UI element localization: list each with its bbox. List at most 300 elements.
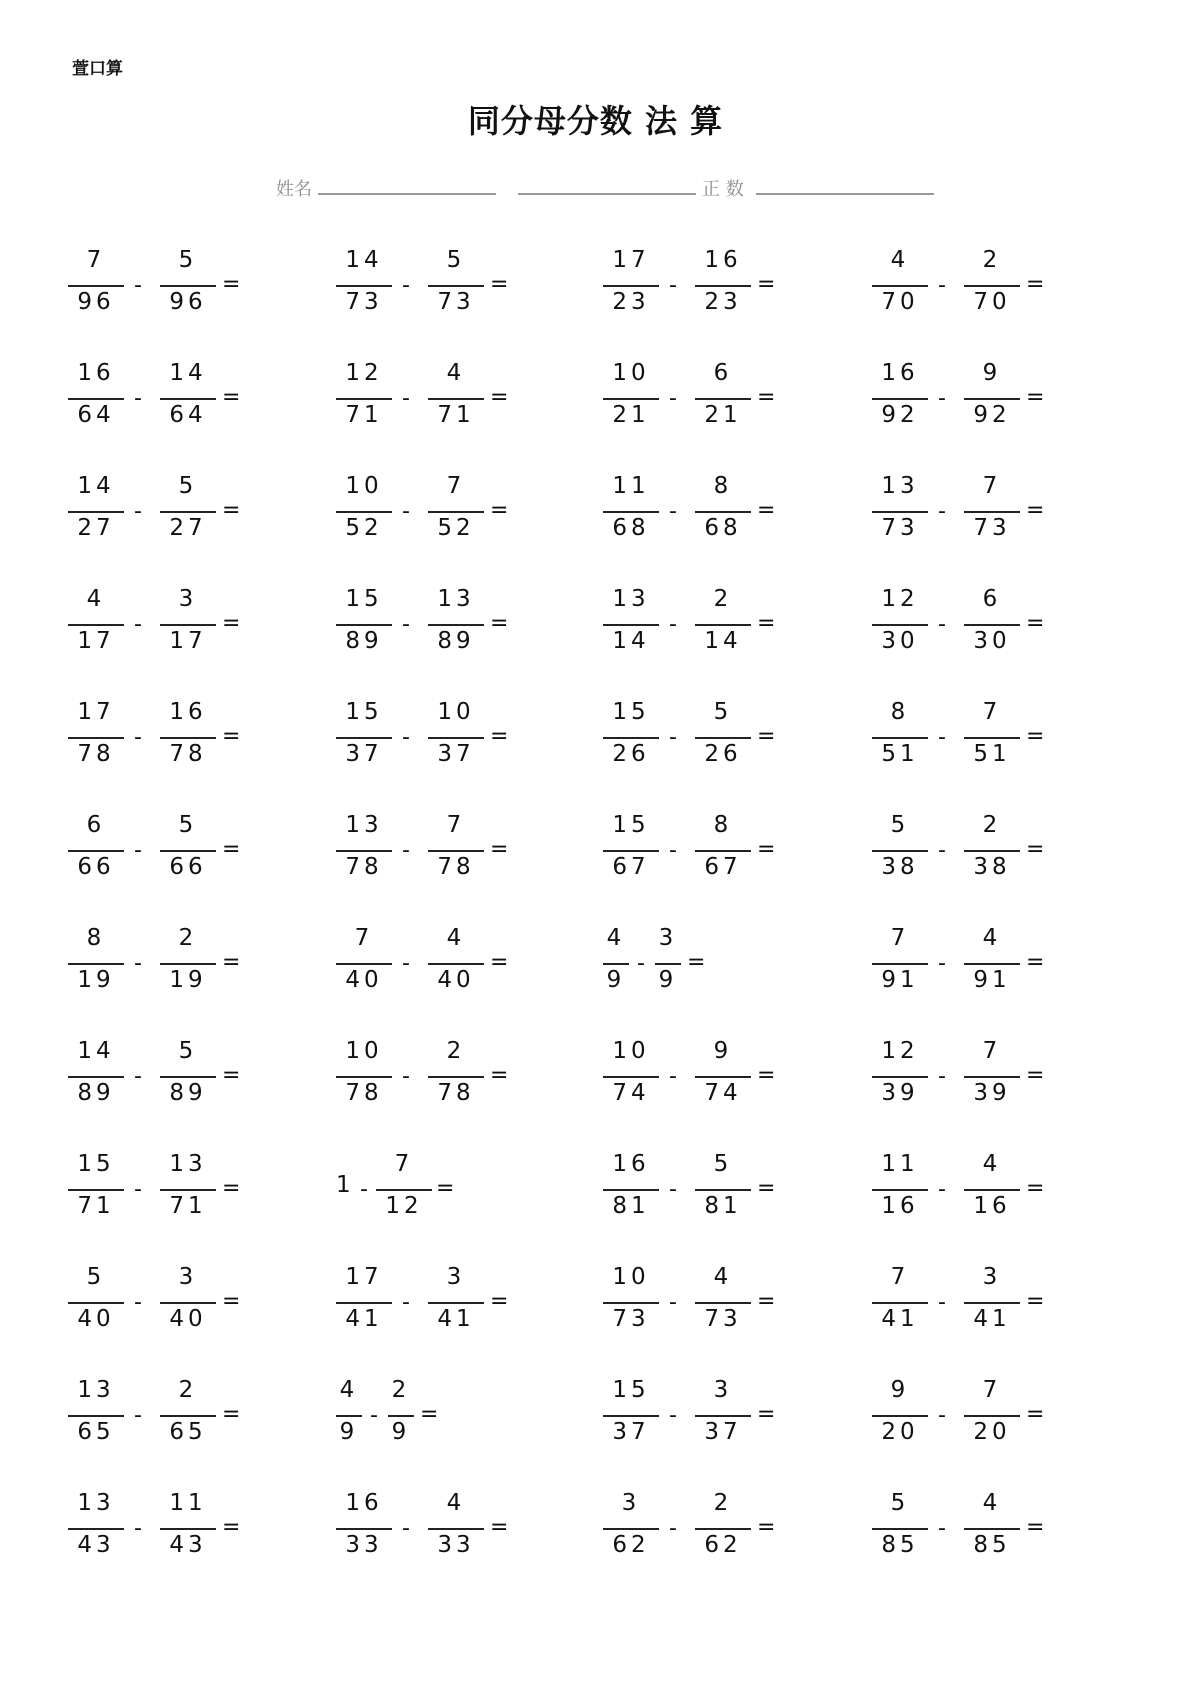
numerator: 6 [713,360,733,386]
numerator: 15 [345,699,383,725]
denominator: 16 [973,1193,1011,1219]
denominator: 89 [77,1080,115,1106]
fraction-bar [695,1189,751,1191]
numerator: 4 [982,925,1002,951]
fraction-bar [68,1415,124,1417]
numerator: 9 [713,1038,733,1064]
fraction-bar [695,398,751,400]
denominator: 51 [973,741,1011,767]
numerator: 3 [178,1264,198,1290]
denominator: 68 [612,515,650,541]
denominator: 65 [77,1419,115,1445]
fraction-bar [695,1415,751,1417]
minus-sign: - [134,1177,142,1202]
numerator: 3 [178,586,198,612]
numerator: 12 [881,1038,919,1064]
numerator: 7 [982,473,1002,499]
numerator: 9 [890,1377,910,1403]
denominator: 40 [77,1306,115,1332]
minus-sign: - [402,612,410,637]
denominator: 21 [704,402,742,428]
fraction-bar [603,398,659,400]
minus-sign: - [669,838,677,863]
fraction-bar [603,1415,659,1417]
denominator: 71 [437,402,475,428]
numerator: 10 [345,1038,383,1064]
numerator: 14 [77,1038,115,1064]
minus-sign: - [938,612,946,637]
numerator: 7 [982,1377,1002,1403]
equals-sign: = [757,272,776,297]
numerator: 2 [982,812,1002,838]
denominator: 23 [704,289,742,315]
denominator: 71 [77,1193,115,1219]
equals-sign: = [757,837,776,862]
fraction-bar [603,1076,659,1078]
minus-sign: - [134,725,142,750]
equals-sign: = [436,1176,455,1201]
numerator: 4 [339,1377,359,1403]
numerator: 13 [437,586,475,612]
fraction-bar [695,737,751,739]
equals-sign: = [490,1515,509,1540]
minus-sign: - [938,1177,946,1202]
fraction-bar [964,624,1020,626]
fraction-bar [428,1302,484,1304]
numerator: 4 [446,925,466,951]
numerator: 5 [178,473,198,499]
minus-sign: - [402,1290,410,1315]
fraction-bar [964,1189,1020,1191]
fraction-bar [872,963,928,965]
fraction-bar [376,1189,432,1191]
numerator: 9 [982,360,1002,386]
fraction-bar [872,1189,928,1191]
denominator: 91 [973,967,1011,993]
numerator: 4 [446,360,466,386]
numerator: 16 [345,1490,383,1516]
denominator: 38 [973,854,1011,880]
fraction-bar [160,1415,216,1417]
denominator: 89 [345,628,383,654]
fraction-bar [68,1302,124,1304]
numerator: 4 [982,1151,1002,1177]
numerator: 15 [612,699,650,725]
minus-sign: - [938,499,946,524]
equals-sign: = [222,385,241,410]
denominator: 62 [612,1532,650,1558]
numerator: 17 [612,247,650,273]
denominator: 40 [169,1306,207,1332]
numerator: 4 [890,247,910,273]
denominator: 9 [658,967,678,993]
denominator: 30 [881,628,919,654]
denominator: 78 [345,1080,383,1106]
fraction-bar [68,511,124,513]
numerator: 8 [713,812,733,838]
denominator: 41 [973,1306,1011,1332]
minus-sign: - [402,386,410,411]
denominator: 96 [77,289,115,315]
equals-sign: = [1026,498,1045,523]
numerator: 8 [890,699,910,725]
fraction-bar [336,1415,362,1417]
numerator: 10 [612,1264,650,1290]
equals-sign: = [490,611,509,636]
denominator: 43 [169,1532,207,1558]
equals-sign: = [757,1515,776,1540]
minus-sign: - [669,273,677,298]
denominator: 33 [345,1532,383,1558]
minus-sign: - [938,725,946,750]
score-label: 正 数 [702,179,744,200]
minus-sign: - [134,1516,142,1541]
numerator: 2 [982,247,1002,273]
denominator: 40 [345,967,383,993]
minus-sign: - [370,1403,378,1428]
denominator: 78 [345,854,383,880]
denominator: 14 [612,628,650,654]
denominator: 73 [612,1306,650,1332]
denominator: 39 [973,1080,1011,1106]
equals-sign: = [490,272,509,297]
fraction-bar [603,1302,659,1304]
fraction-bar [160,1302,216,1304]
minus-sign: - [938,951,946,976]
numerator: 14 [345,247,383,273]
denominator: 71 [169,1193,207,1219]
numerator: 16 [169,699,207,725]
denominator: 37 [345,741,383,767]
fraction-bar [336,1302,392,1304]
fraction-bar [872,850,928,852]
numerator: 17 [345,1264,383,1290]
fraction-bar [603,850,659,852]
equals-sign: = [1026,724,1045,749]
fraction-bar [68,398,124,400]
fraction-bar [160,1528,216,1530]
numerator: 5 [178,247,198,273]
fraction-bar [964,285,1020,287]
equals-sign: = [757,611,776,636]
minus-sign: - [134,612,142,637]
minus-sign: - [938,1064,946,1089]
denominator: 21 [612,402,650,428]
fraction-bar [695,1076,751,1078]
fraction-bar [964,1076,1020,1078]
fraction-bar [872,1415,928,1417]
fraction-bar [160,398,216,400]
denominator: 38 [881,854,919,880]
equals-sign: = [1026,611,1045,636]
denominator: 85 [881,1532,919,1558]
numerator: 10 [612,360,650,386]
numerator: 4 [713,1264,733,1290]
denominator: 62 [704,1532,742,1558]
fraction-bar [160,963,216,965]
numerator: 5 [713,699,733,725]
minus-sign: - [938,273,946,298]
fraction-bar [695,511,751,513]
minus-sign: - [134,273,142,298]
numerator: 11 [612,473,650,499]
fraction-bar [428,737,484,739]
equals-sign: = [222,1515,241,1540]
denominator: 27 [77,515,115,541]
minus-sign: - [669,1290,677,1315]
denominator: 66 [169,854,207,880]
denominator: 14 [704,628,742,654]
fraction-bar [160,737,216,739]
equals-sign: = [757,498,776,523]
equals-sign: = [490,1289,509,1314]
denominator: 73 [881,515,919,541]
minus-sign: - [938,1403,946,1428]
numerator: 5 [713,1151,733,1177]
numerator: 10 [612,1038,650,1064]
numerator: 6 [86,812,106,838]
fraction-bar [872,1076,928,1078]
denominator: 71 [345,402,383,428]
equals-sign: = [420,1402,439,1427]
denominator: 41 [437,1306,475,1332]
equals-sign: = [1026,385,1045,410]
equals-sign: = [757,1289,776,1314]
equals-sign: = [222,837,241,862]
denominator: 9 [339,1419,359,1445]
numerator: 4 [446,1490,466,1516]
fraction-bar [428,1076,484,1078]
denominator: 78 [169,741,207,767]
equals-sign: = [1026,950,1045,975]
numerator: 7 [86,247,106,273]
denominator: 85 [973,1532,1011,1558]
denominator: 41 [881,1306,919,1332]
page-title: 同分母分数 法 算 [467,102,724,140]
denominator: 30 [973,628,1011,654]
minus-sign: - [134,1290,142,1315]
fraction-bar [603,624,659,626]
denominator: 67 [704,854,742,880]
fraction-bar [336,511,392,513]
numerator: 16 [77,360,115,386]
denominator: 52 [345,515,383,541]
fraction-bar [68,624,124,626]
fraction-bar [695,285,751,287]
denominator: 89 [169,1080,207,1106]
numerator: 15 [345,586,383,612]
numerator: 8 [86,925,106,951]
fraction-bar [336,850,392,852]
equals-sign: = [757,1402,776,1427]
equals-sign: = [490,724,509,749]
denominator: 37 [704,1419,742,1445]
minus-sign: - [669,386,677,411]
equals-sign: = [1026,1289,1045,1314]
fraction-bar [160,850,216,852]
numerator: 13 [881,473,919,499]
minus-sign: - [938,1290,946,1315]
numerator: 3 [621,1490,641,1516]
denominator: 37 [612,1419,650,1445]
denominator: 92 [973,402,1011,428]
equals-sign: = [687,950,706,975]
numerator: 11 [881,1151,919,1177]
numerator: 5 [86,1264,106,1290]
numerator: 4 [982,1490,1002,1516]
minus-sign: - [134,951,142,976]
denominator: 26 [704,741,742,767]
denominator: 70 [973,289,1011,315]
equals-sign: = [222,1402,241,1427]
denominator: 39 [881,1080,919,1106]
denominator: 19 [77,967,115,993]
numerator: 7 [982,1038,1002,1064]
fraction-bar [603,285,659,287]
fraction-bar [428,1528,484,1530]
numerator: 3 [658,925,678,951]
denominator: 73 [973,515,1011,541]
minus-sign: - [402,725,410,750]
denominator: 68 [704,515,742,541]
denominator: 33 [437,1532,475,1558]
equals-sign: = [222,1176,241,1201]
numerator: 10 [345,473,383,499]
numerator: 5 [890,1490,910,1516]
numerator: 2 [391,1377,411,1403]
fraction-bar [603,1528,659,1530]
denominator: 73 [437,289,475,315]
numerator: 7 [446,473,466,499]
denominator: 89 [437,628,475,654]
numerator: 3 [982,1264,1002,1290]
minus-sign: - [402,273,410,298]
denominator: 20 [881,1419,919,1445]
minus-sign: - [134,386,142,411]
numerator: 15 [612,1377,650,1403]
denominator: 91 [881,967,919,993]
denominator: 78 [77,741,115,767]
fraction-bar [68,1076,124,1078]
fraction-bar [872,624,928,626]
denominator: 67 [612,854,650,880]
numerator: 12 [881,586,919,612]
fraction-bar [964,398,1020,400]
denominator: 64 [169,402,207,428]
numerator: 2 [178,1377,198,1403]
minus-sign: - [134,838,142,863]
denominator: 92 [881,402,919,428]
numerator: 4 [606,925,626,951]
minus-sign: - [134,499,142,524]
equals-sign: = [757,385,776,410]
equals-sign: = [490,498,509,523]
numerator: 7 [446,812,466,838]
equals-sign: = [757,1063,776,1088]
denominator: 78 [437,1080,475,1106]
fraction-bar [68,1189,124,1191]
minus-sign: - [637,951,645,976]
numerator: 13 [169,1151,207,1177]
equals-sign: = [222,724,241,749]
fraction-bar [68,285,124,287]
denominator: 78 [437,854,475,880]
fraction-bar [336,398,392,400]
fraction-bar [603,963,629,965]
fraction-bar [872,1528,928,1530]
minus-sign: - [402,499,410,524]
denominator: 16 [881,1193,919,1219]
minus-sign: - [669,725,677,750]
fraction-bar [964,1528,1020,1530]
fraction-bar [388,1415,414,1417]
equals-sign: = [222,272,241,297]
fraction-bar [872,1302,928,1304]
numerator: 5 [890,812,910,838]
numerator: 3 [713,1377,733,1403]
equals-sign: = [222,1063,241,1088]
denominator: 73 [704,1306,742,1332]
numerator: 15 [612,812,650,838]
minus-sign: - [669,1177,677,1202]
fraction-bar [695,1528,751,1530]
fraction-bar [160,624,216,626]
equals-sign: = [757,1176,776,1201]
fraction-bar [428,398,484,400]
numerator: 14 [169,360,207,386]
denominator: 9 [606,967,626,993]
denominator: 64 [77,402,115,428]
fraction-bar [160,1076,216,1078]
numerator: 16 [704,247,742,273]
denominator: 52 [437,515,475,541]
numerator: 2 [178,925,198,951]
numerator: 16 [881,360,919,386]
fraction-bar [160,511,216,513]
denominator: 73 [345,289,383,315]
numerator: 5 [178,1038,198,1064]
minus-sign: - [938,1516,946,1541]
fraction-bar [872,511,928,513]
denominator: 74 [704,1080,742,1106]
numerator: 7 [890,925,910,951]
numerator: 13 [612,586,650,612]
fraction-bar [872,398,928,400]
fraction-bar [428,850,484,852]
numerator: 13 [77,1490,115,1516]
numerator: 13 [345,812,383,838]
numerator: 3 [446,1264,466,1290]
fraction-bar [964,850,1020,852]
fraction-bar [336,1528,392,1530]
denominator: 19 [169,967,207,993]
equals-sign: = [1026,1515,1045,1540]
minus-sign: - [938,386,946,411]
numerator: 2 [713,586,733,612]
denominator: 23 [612,289,650,315]
equals-sign: = [1026,1402,1045,1427]
denominator: 9 [391,1419,411,1445]
minus-sign: - [402,838,410,863]
denominator: 17 [169,628,207,654]
equals-sign: = [490,1063,509,1088]
denominator: 74 [612,1080,650,1106]
fraction-bar [872,737,928,739]
numerator: 10 [437,699,475,725]
numerator: 2 [446,1038,466,1064]
denominator: 41 [345,1306,383,1332]
minus-sign: - [669,499,677,524]
